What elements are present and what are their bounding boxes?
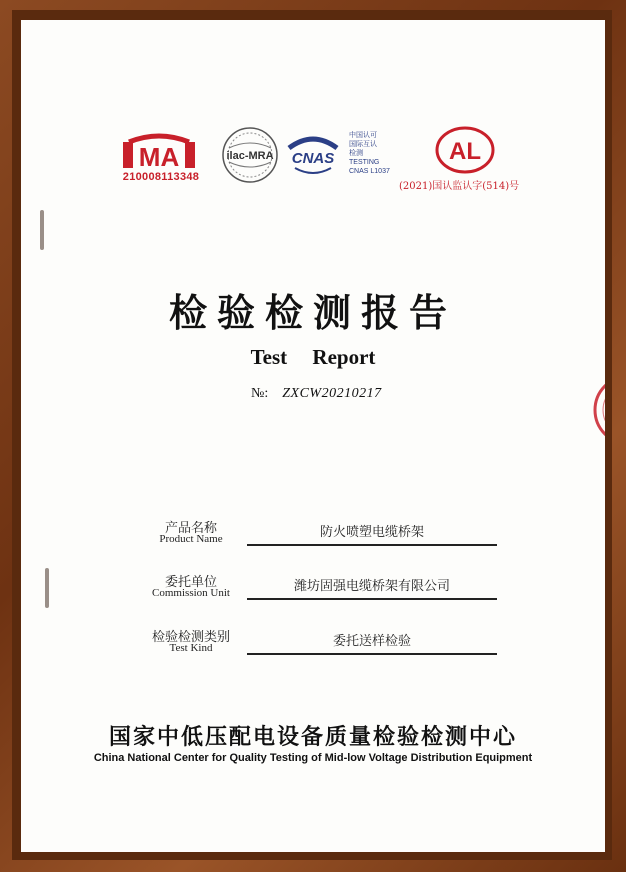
binding-mark [40,210,44,250]
cal-logo [433,124,497,176]
field-underline [247,598,497,600]
organization-name-cn: 国家中低压配电设备质量检验检测中心 [108,725,517,750]
organization-name-en: China National Center for Quality Testing of Mid-low Voltage Distribution Equipment [93,752,533,764]
field-label-cn: 检验检测类别 [151,630,230,645]
field-label-cn: 委托单位 [164,575,217,590]
binding-mark [45,568,49,608]
ilac-mra-text: ilac-MRA [226,150,274,162]
cnas-line: TESTING [349,159,380,166]
cnas-line: CNAS L1037 [349,168,390,175]
cnas-line: 中国认可 [349,132,377,139]
field-label-en: Test Kind [169,642,213,654]
red-seal-stamp [581,370,605,450]
cnas-accreditation-text [349,131,390,176]
cnas-line: 国际互认 [349,141,377,148]
report-number-label: №: [251,386,269,401]
field-value: 委托送样检验 [332,634,411,649]
report-number-value: ZXCW20210217 [282,386,382,401]
report-number [251,386,382,402]
ilac-mra-logo [221,126,279,184]
report-page [21,20,605,852]
field-value: 防火喷塑电缆桥架 [319,525,424,540]
field-label-en: Commission Unit [152,587,230,599]
page-title: 检验检测报告 [168,291,457,335]
cma-number: 210008113348 [122,171,200,183]
field-underline [247,544,497,546]
cal-logo-text: AL [449,138,481,165]
field-value: 潍坊固强电缆桥架有限公司 [293,579,450,594]
cnas-logo-text: CNAS [291,150,335,167]
cma-logo-text: MA [138,142,180,172]
cnas-line: 检测 [349,150,363,157]
page-subtitle: Test Report [250,345,376,369]
field-label-en: Product Name [159,533,223,545]
cnas-logo [283,132,343,176]
field-underline [247,653,497,655]
cal-caption: (2021)国认监认字(514)号 [399,181,520,192]
field-label-cn: 产品名称 [164,521,217,536]
